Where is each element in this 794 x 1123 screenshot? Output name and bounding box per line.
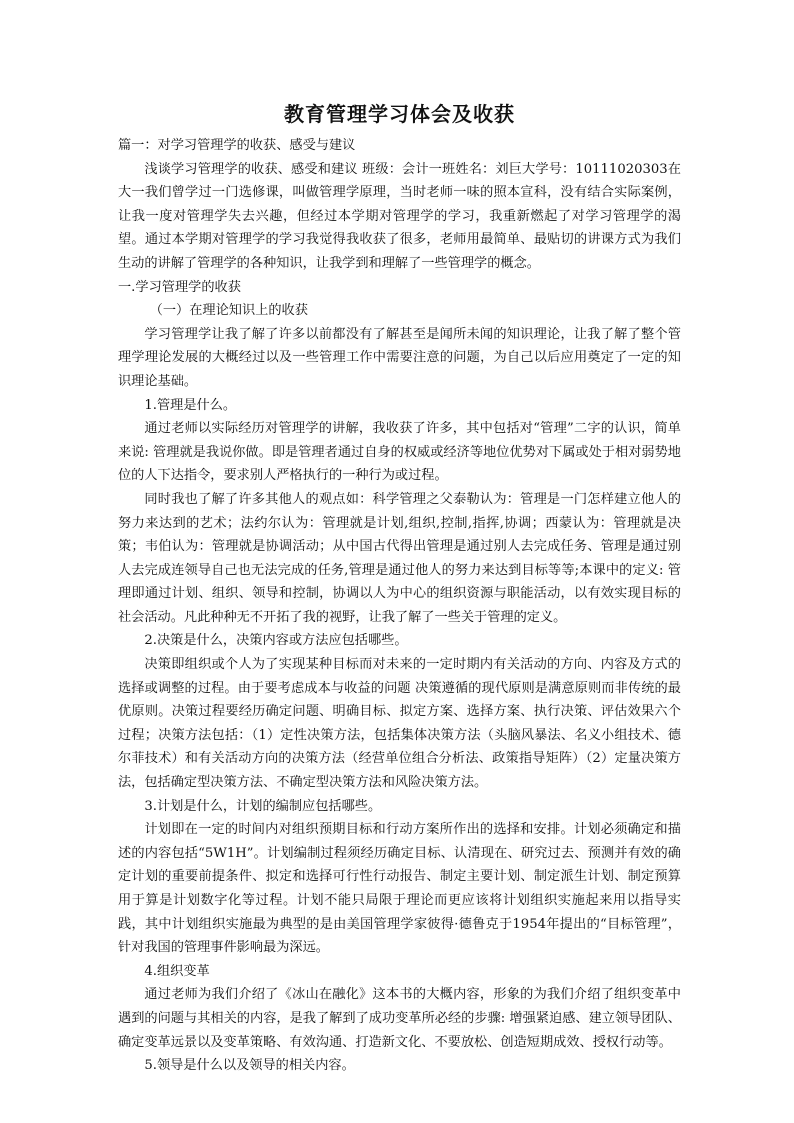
paragraph-13: 4.组织变革 xyxy=(144,963,210,979)
paragraph-12: 计划即在一定的时间内对组织预期目标和行动方案所作出的选择和安排。计划必须确定和描述的内容包括“5W1H”。计划编制过程须经历确定目标、认清现在、研究过去、预测并有效的确定计划的重要前提条件、拟定和选择可行性行动报告、制定主要计划、制定派生计划、制定预算用于算是计划数字化等过程。计划不能只局限于理论而更应该将计划组织实施起来用以指导实践，其中计划组织实施最为典型的是由美国管理学家彼得·德鲁克于1954年提出的“目标管理”，针对我国的管理事件影响最为深远。 xyxy=(118,822,681,956)
paragraph-2: 浅谈学习管理学的收获、感受和建议 班级：会计一班姓名：刘巨大学号：10111020303在大一我们曾学过一门选修课，叫做管理学原理，当时老师一味的照本宣科，没有结合实际案例，让我一度对管理学失去兴趣，但经过本学期对管理学的学习，我重新燃起了对学习管理学的渴望。通过本学期对管理学的学习我觉得我收获了很多，老师用最简单、最贴切的讲课方式为我们生动的讲解了管理学的各种知识，让我学到和理解了一些管理学的概念。 xyxy=(118,161,681,271)
paragraph-10: 决策即组织或个人为了实现某种目标而对未来的一定时期内有关活动的方向、内容及方式的选择或调整的过程。由于要考虑成本与收益的问题 决策遵循的现代原则是满意原则而非传统的最优原则。决策过程要经历确定问题、明确目标、拟定方案、选择方案、执行决策、评估效果六个过程；决策方法包括：（1）定性决策方法，包括集体决策方法（头脑风暴法、名义小组技术、德尔菲技术）和有关活动方向的决策方法（经营单位组合分析法、政策指导矩阵）（2）定量决策方法，包括确定型决策方法、不确定型决策方法和风险决策方法。 xyxy=(118,657,681,791)
paragraph-3: 一.学习管理学的收获 xyxy=(118,279,241,295)
paragraph-5: 学习管理学让我了解了许多以前都没有了解甚至是闻所未闻的知识理论，让我了解了整个管理学理论发展的大概经过以及一些管理工作中需要注意的问题，为自己以后应用奠定了一定的知识理论基础。 xyxy=(118,326,681,389)
paragraph-6: 1.管理是什么。 xyxy=(144,397,237,413)
paragraph-4: （一）在理论知识上的收获 xyxy=(149,303,308,319)
paragraph-8: 同时我也了解了许多其他人的观点如：科学管理之父泰勒认为：管理是一门怎样建立他人的努力来达到的艺术；法约尔认为：管理就是计划,组织,控制,指挥,协调；西蒙认为：管理就是决策；韦伯认为：管理就是协调活动；从中国古代得出管理是通过别人去完成任务、管理是通过别人去完成连领导自己也无法完成的任务,管理是通过他人的努力来达到目标等等;本课中的定义: 管理即通过计划、组织、领导和控制，协调以人为中心的组织资源与职能活动，以有效实现目标的社会活动。凡此种种无不开拓了我的视野，让我了解了一些关于管理的定义。 xyxy=(118,491,681,625)
paragraph-11: 3.计划是什么，计划的编制应包括哪些。 xyxy=(144,798,382,814)
paragraph-14: 通过老师为我们介绍了《冰山在融化》这本书的大概内容，形象的为我们介绍了组织变革中遇到的问题与其相关的内容，是我了解到了成功变革所必经的步骤: 增强紧迫感、建立领导团队、确定变革远景以及变革策略、有效沟通、打造新文化、不要放松、创造短期成效、授权行动等。 xyxy=(118,987,681,1050)
paragraph-9: 2.决策是什么，决策内容或方法应包括哪些。 xyxy=(144,633,408,649)
document-page xyxy=(118,100,681,1078)
paragraph-15: 5.领导是什么以及领导的相关内容。 xyxy=(144,1058,355,1074)
document-body xyxy=(118,134,681,1078)
document-title: 教育管理学习体会及收获 xyxy=(284,102,515,126)
paragraph-1: 篇一：对学习管理学的收获、感受与建议 xyxy=(118,138,356,153)
paragraph-7: 通过老师以实际经历对管理学的讲解，我收获了许多，其中包括对“管理”二字的认识，简单来说: 管理就是我说你做。即是管理者通过自身的权威或经济等地位优势对下属或处于相对弱势地位的人下达指令，要求别人严格执行的一种行为或过程。 xyxy=(118,421,681,484)
